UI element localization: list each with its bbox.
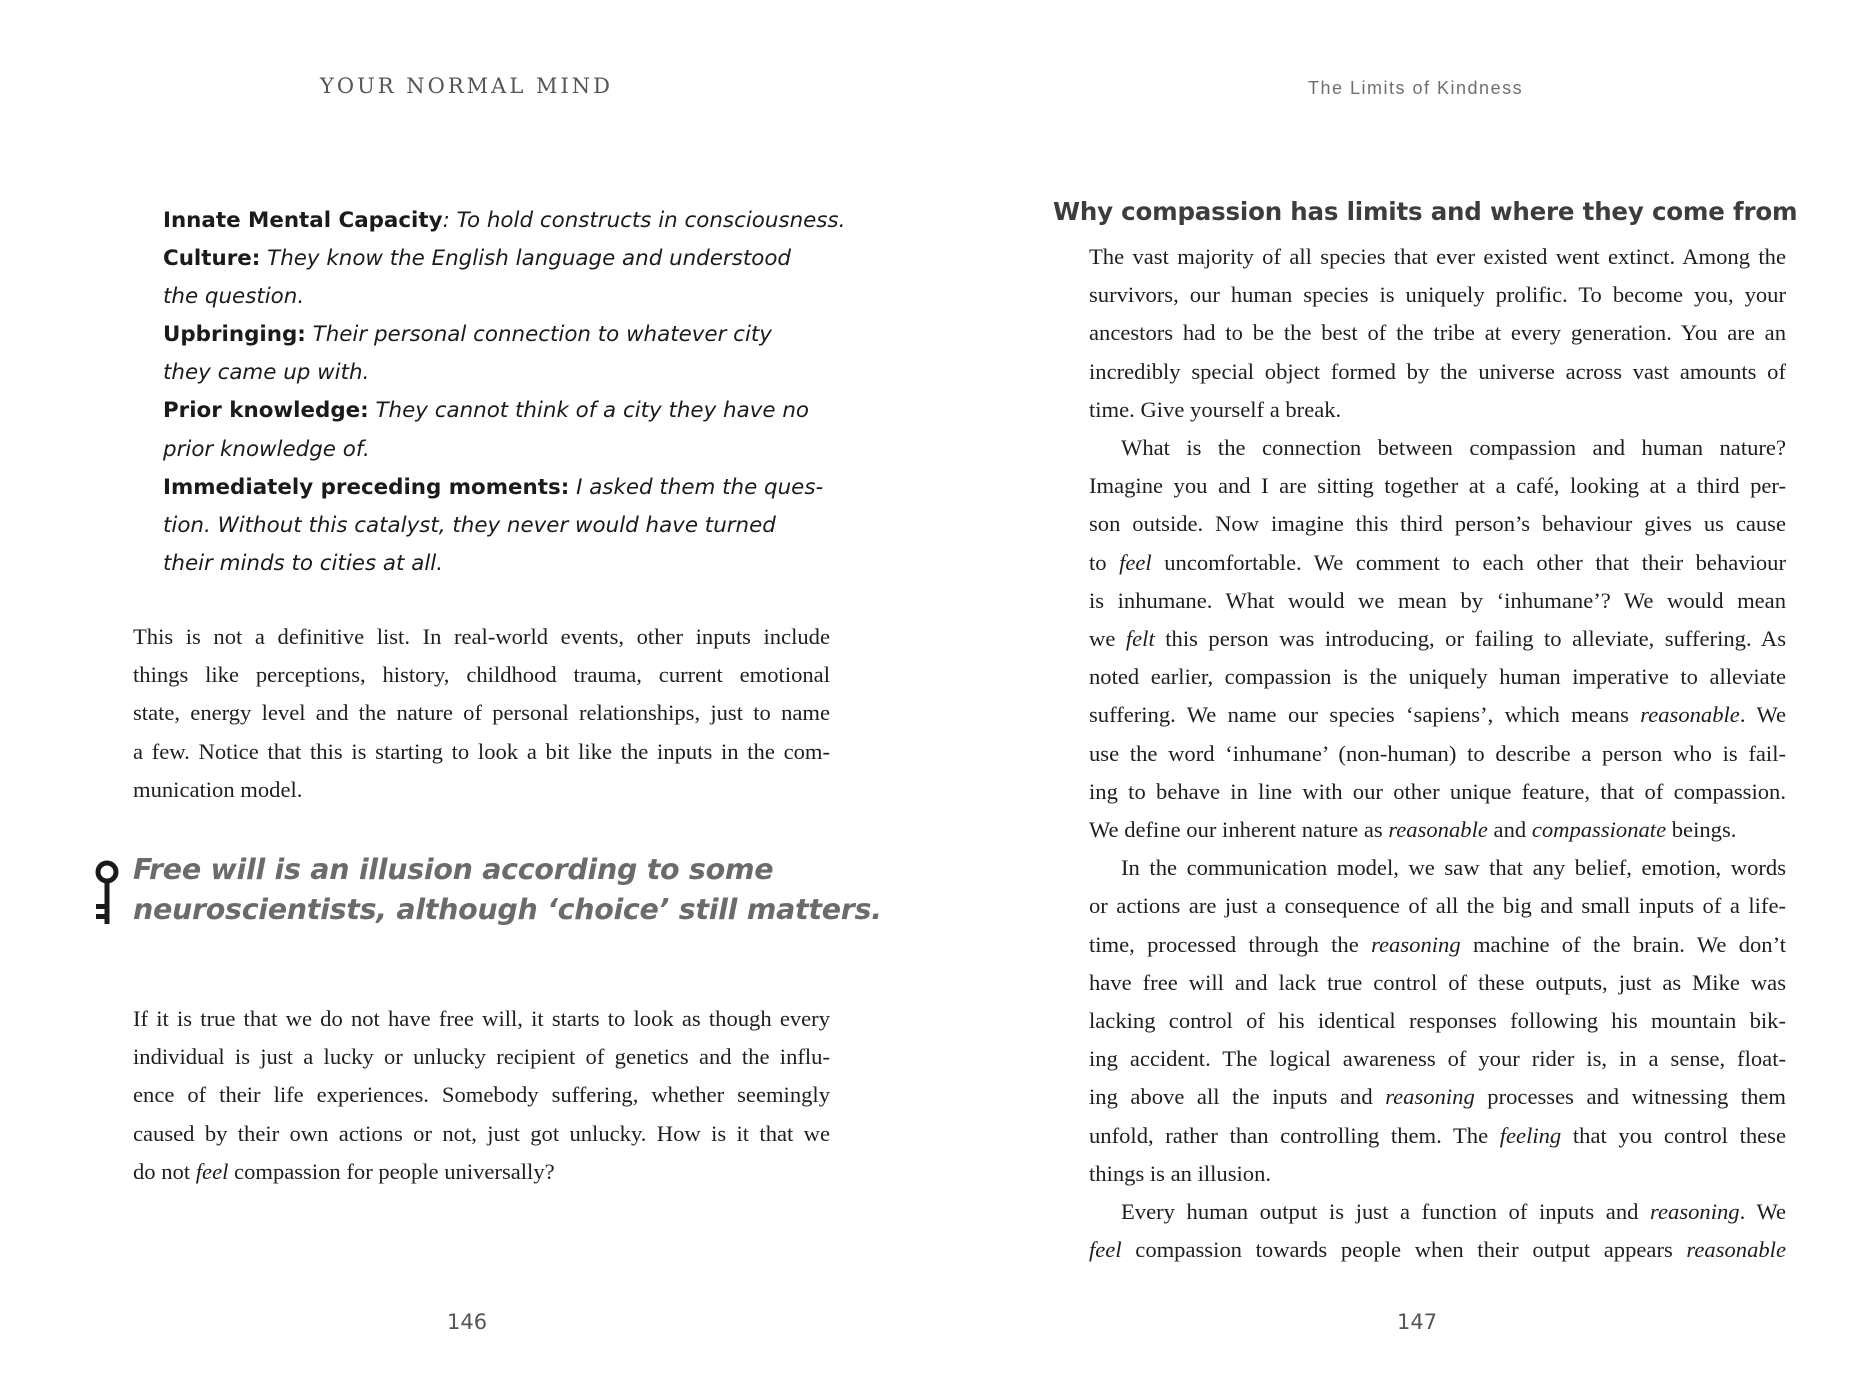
text-line: things like perceptions, history, childhood trauma, current emotional xyxy=(133,662,830,688)
running-head-chapter-title: The Limits of Kindness xyxy=(1308,78,1524,98)
text-line: lacking control of his identical responses following his mountain bik- xyxy=(1089,1008,1786,1034)
text-line: ing to behave in line with our other unique feature, that of compassion. xyxy=(1089,778,1786,804)
text-line: son outside. Now imagine this third person’s behaviour gives us cause xyxy=(1089,511,1786,537)
paragraph xyxy=(1089,429,1786,849)
text-line: suffering. We name our species ‘sapiens’, which means reasonable. We xyxy=(1089,702,1786,728)
running-head-book-title: YOUR NORMAL MIND xyxy=(320,74,613,98)
paragraph xyxy=(1089,238,1786,429)
text-line: do not feel compassion for people universally? xyxy=(133,1158,555,1184)
emphasis: feel xyxy=(1119,549,1152,575)
input-list-line xyxy=(163,545,803,583)
paragraph xyxy=(1089,1193,1786,1269)
text-line: survivors, our human species is uniquely prolific. To become you, your xyxy=(1089,282,1786,308)
input-term: Innate Mental Capacity xyxy=(163,208,443,233)
right-page xyxy=(933,0,1866,1400)
emphasis: reasonable xyxy=(1686,1237,1786,1263)
text-line: time. Give yourself a break. xyxy=(1089,396,1342,422)
input-term: Culture: xyxy=(163,246,261,272)
emphasis: reasonable xyxy=(1640,702,1740,728)
text-line: ence of their life experiences. Somebody suffering, whether seemingly xyxy=(133,1082,830,1108)
emphasis: felt xyxy=(1125,626,1155,652)
text-line: individual is just a lucky or unlucky recipient of genetics and the influ- xyxy=(133,1044,830,1070)
emphasis: compassionate xyxy=(1531,817,1667,843)
text-line: unfold, rather than controlling them. The feeling that you control these xyxy=(1089,1122,1786,1148)
input-list-line xyxy=(163,240,803,278)
text-line: We define our inherent nature as reasonable and compassionate beings. xyxy=(1089,817,1737,843)
pull-quote-line: neuroscientists, although ‘choice’ still matters. xyxy=(133,893,882,926)
text-line: or actions are just a consequence of all the big and small inputs of a life- xyxy=(1089,893,1786,919)
text-line: munication model. xyxy=(133,776,303,802)
input-term: Immediately preceding moments: xyxy=(163,474,570,500)
paragraph-inputs-list-note xyxy=(133,618,830,809)
text-line: things is an illusion. xyxy=(1089,1160,1272,1186)
text-line: have free will and lack true control of these outputs, just as Mike was xyxy=(1089,969,1786,995)
text-line: state, energy level and the nature of personal relationships, just to name xyxy=(133,700,830,726)
input-description: their minds to cities at all. xyxy=(163,550,444,576)
text-line: If it is true that we do not have free will, it starts to look as though every xyxy=(133,1006,830,1031)
input-list xyxy=(163,202,846,583)
input-description: they came up with. xyxy=(163,360,370,386)
input-description: prior knowledge of. xyxy=(163,436,370,462)
input-description: tion. Without this catalyst, they never would have turned xyxy=(163,512,776,538)
text-line: ing above all the inputs and reasoning processes and witnessing them xyxy=(1089,1084,1786,1110)
emphasis: feeling xyxy=(1499,1122,1562,1148)
emphasis: feel xyxy=(195,1158,229,1184)
input-list-line xyxy=(163,469,824,507)
input-term: Upbringing: xyxy=(163,322,306,348)
emphasis: reasoning xyxy=(1385,1084,1475,1110)
input-list-line xyxy=(163,354,803,392)
key-icon xyxy=(94,860,120,926)
text-line: Imagine you and I are sitting together at a café, looking at a third per- xyxy=(1089,473,1786,499)
text-line: In the communication model, we saw that any belief, emotion, words xyxy=(1121,855,1786,881)
text-line: is inhumane. What would we mean by ‘inhumane’? We would mean xyxy=(1089,587,1786,613)
text-line: incredibly special object formed by the universe across vast amounts of xyxy=(1089,358,1786,384)
paragraph xyxy=(1089,849,1786,1193)
text-line: The vast majority of all species that ever existed went extinct. Among the xyxy=(1089,244,1786,269)
input-list-line xyxy=(163,392,809,430)
input-list-line xyxy=(163,316,803,354)
body-text xyxy=(1089,238,1786,1269)
page-number: 147 xyxy=(1397,1310,1438,1334)
input-list-line xyxy=(163,202,846,240)
text-line: ancestors had to be the best of the tribe at every generation. You are an xyxy=(1089,320,1786,346)
text-line: This is not a definitive list. In real-world events, other inputs include xyxy=(133,624,830,649)
text-line: to feel uncomfortable. We comment to each other that their behaviour xyxy=(1089,549,1786,575)
page-number: 146 xyxy=(447,1310,488,1334)
text-line: Every human output is just a function of inputs and reasoning. We xyxy=(1121,1199,1786,1225)
emphasis: reasonable xyxy=(1388,817,1488,843)
text-line: What is the connection between compassion and human nature? xyxy=(1121,435,1786,461)
text-line: time, processed through the reasoning machine of the brain. We don’t xyxy=(1089,931,1786,957)
input-list-line xyxy=(163,278,803,316)
emphasis: feel xyxy=(1089,1237,1122,1263)
text-line: caused by their own actions or not, just got unlucky. How is it that we xyxy=(133,1120,830,1146)
input-description: They know the English language and understood xyxy=(260,246,791,272)
text-line: use the word ‘inhumane’ (non-human) to describe a person who is fail- xyxy=(1089,740,1786,766)
text-line: noted earlier, compassion is the uniquely human imperative to alleviate xyxy=(1089,664,1786,690)
input-list-line xyxy=(163,507,803,545)
input-description: Their personal connection to whatever city xyxy=(305,322,772,348)
input-term: Prior knowledge: xyxy=(163,398,369,424)
input-description: I asked them the ques- xyxy=(569,474,824,500)
input-list-line xyxy=(163,431,803,469)
text-line: ing accident. The logical awareness of your rider is, in a sense, float- xyxy=(1089,1046,1786,1072)
section-heading: Why compassion has limits and where they come from xyxy=(1053,197,1798,226)
text-line: a few. Notice that this is starting to look a bit like the inputs in the com- xyxy=(133,738,830,764)
paragraph-free-will xyxy=(133,1000,830,1191)
input-description: the question. xyxy=(163,284,305,310)
pull-quote-line: Free will is an illusion according to some xyxy=(133,853,774,886)
input-description: : To hold constructs in consciousness. xyxy=(442,208,846,233)
pull-quote xyxy=(133,850,882,930)
emphasis: reasoning xyxy=(1371,931,1461,957)
input-description: They cannot think of a city they have no xyxy=(368,398,809,424)
emphasis: reasoning xyxy=(1650,1199,1740,1225)
text-line: we felt this person was introducing, or failing to alleviate, suffering. As xyxy=(1089,626,1786,652)
text-line: feel compassion towards people when their output appears reasonable xyxy=(1089,1237,1786,1263)
